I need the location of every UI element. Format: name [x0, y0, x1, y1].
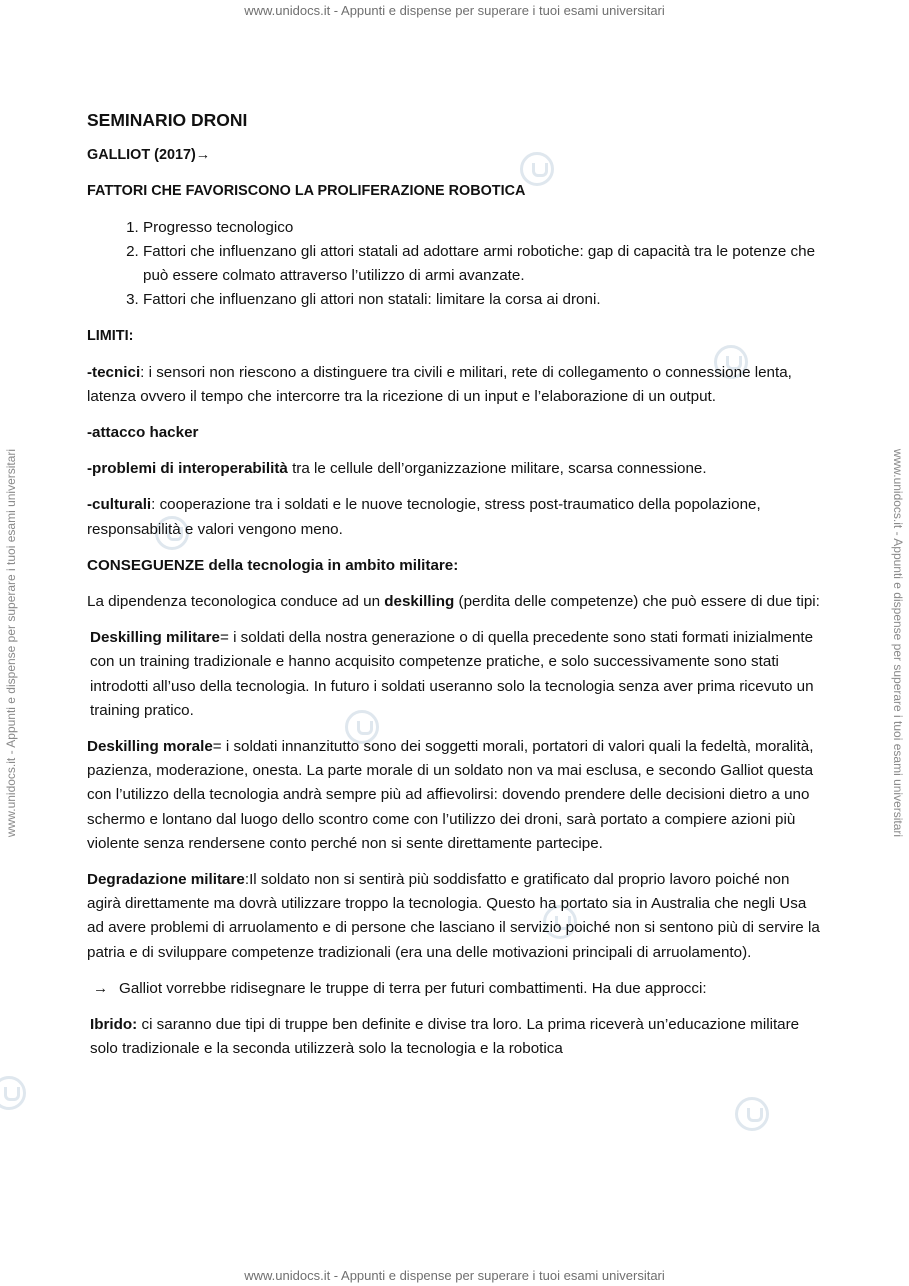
consequences-label [87, 557, 458, 574]
limit-culturali [87, 493, 825, 541]
term-text: = i soldati innanzitutto sono dei soggetti morali, portatori di valori quali la fedeltà, moralità, pazienza, moderazione, onesta. La parte morale di un soldato non va mai esclusa, e secondo Galliot questa con l’utilizzo della tecnologia andrà sempre più ad affievolirsi: dovendo prendere delle decisioni dietro a uno schermo e lontano dal luogo dello scontro come con l’utilizzo dei droni, sarà portato a compiere azioni più violente senza rendersene conto perché non si sente direttamente partecipe. [87, 738, 814, 852]
section-heading: FATTORI CHE FAVORISCONO LA PROLIFERAZIONE ROBOTICA [87, 183, 526, 200]
term-label: Ibrido: [90, 1016, 138, 1034]
watermark-bottom: www.unidocs.it - Appunti e dispense per superare i tuoi esami universitari [244, 1268, 665, 1283]
consequences-label-rest: della tecnologia in ambito militare: [204, 556, 459, 574]
watermark-logo-icon [0, 1076, 26, 1110]
term-label: Degradazione militare [87, 871, 245, 889]
list-item: 3. Fattori che influenzano gli attori non statali: limitare la corsa ai droni. [143, 288, 825, 312]
degradazione-militare [87, 868, 825, 965]
limit-label: -attacco hacker [87, 424, 199, 442]
consequences-intro [87, 590, 825, 614]
deskilling-morale [87, 735, 825, 856]
watermark-top: www.unidocs.it - Appunti e dispense per superare i tuoi esami universitari [244, 3, 665, 18]
term-text: :Il soldato non si sentirà più soddisfatto e gratificato dal proprio lavoro poiché non agirà direttamente ma dovrà utilizzare troppo la tecnologia. Questo ha portato sia in Australia che negli Usa ad avere problemi di arruolamento e di persone che lasciano il servizio poiché non si sentono più di servire la patria e di sviluppare competenze tradizionali (era una delle motivazioni principali di arruolamento). [87, 871, 820, 961]
arrow-right-icon: → [93, 979, 109, 997]
term-text: ci saranno due tipi di truppe ben definite e divise tra loro. La prima riceverà un’educazione militare solo tradizionale e la seconda utilizzerà solo la tecnologia e la robotica [90, 1016, 800, 1058]
list-item: 2. Fattori che influenzano gli attori statali ad adottare armi robotiche: gap di capacità tra le potenze che può essere colmato attraverso l’utilizzo di armi avanzate. [143, 240, 825, 288]
limit-text: tra le cellule dell’organizzazione militare, scarsa connessione. [287, 460, 707, 478]
consequences-heading [87, 554, 825, 578]
ibrido [87, 1013, 825, 1061]
limit-label: -tecnici [87, 363, 141, 381]
term-text: = i soldati della nostra generazione o di quella precedente sono stati formati inizialmente con un training tradizionale e hanno acquisito competenze pratiche, e solo successivamente sono stati introdotti all’uso della tecnologia. In futuro i soldati useranno solo la tecnologia senza aver prima ricevuto un training pratico. [90, 629, 814, 719]
limit-label: -culturali [87, 496, 152, 514]
watermark-left: www.unidocs.it - Appunti e dispense per superare i tuoi esami universitari [4, 448, 18, 838]
limit-text: : i sensori non riescono a distinguere tra civili e militari, rete di collegamento o connessione lenta, latenza ovvero il tempo che intercorre tra la ricezione di un input e l’elaborazione di un output. [87, 363, 792, 405]
limit-interoperabilita [87, 457, 825, 481]
document-body [87, 108, 825, 1074]
limit-tecnici [87, 361, 825, 409]
document-title: SEMINARIO DRONI [87, 110, 248, 130]
arrow-item [93, 977, 825, 1001]
author-heading-text: GALLIOT (2017) [87, 147, 196, 164]
arrow-item-text: Galliot vorrebbe ridisegnare le truppe di terra per futuri combattimenti. Ha due approcci: [119, 979, 707, 997]
intro-bold: deskilling [384, 593, 455, 611]
arrow-right-icon: → [195, 147, 211, 164]
author-heading [87, 143, 825, 167]
intro-pre: La dipendenza teconologica conduce ad un [87, 593, 385, 611]
limit-hacker [87, 421, 825, 445]
limit-label: -problemi di interoperabilità [87, 460, 288, 478]
deskilling-militare [87, 626, 825, 723]
watermark-right: www.unidocs.it - Appunti e dispense per superare i tuoi esami universitari [891, 448, 905, 838]
list-item: 1. Progresso tecnologico [143, 216, 825, 240]
factors-list [87, 216, 825, 313]
limit-text: : cooperazione tra i soldati e le nuove tecnologie, stress post-traumatico della popolazione, responsabilità e valori vengono meno. [87, 496, 761, 538]
term-label: Deskilling morale [87, 738, 213, 756]
limits-heading: LIMITI: [87, 328, 134, 345]
watermark-logo-icon [735, 1097, 769, 1131]
term-label: Deskilling militare [90, 629, 220, 647]
intro-post: (perdita delle competenze) che può essere di due tipi: [454, 593, 820, 611]
consequences-label-bold: CONSEGUENZE [87, 556, 205, 574]
